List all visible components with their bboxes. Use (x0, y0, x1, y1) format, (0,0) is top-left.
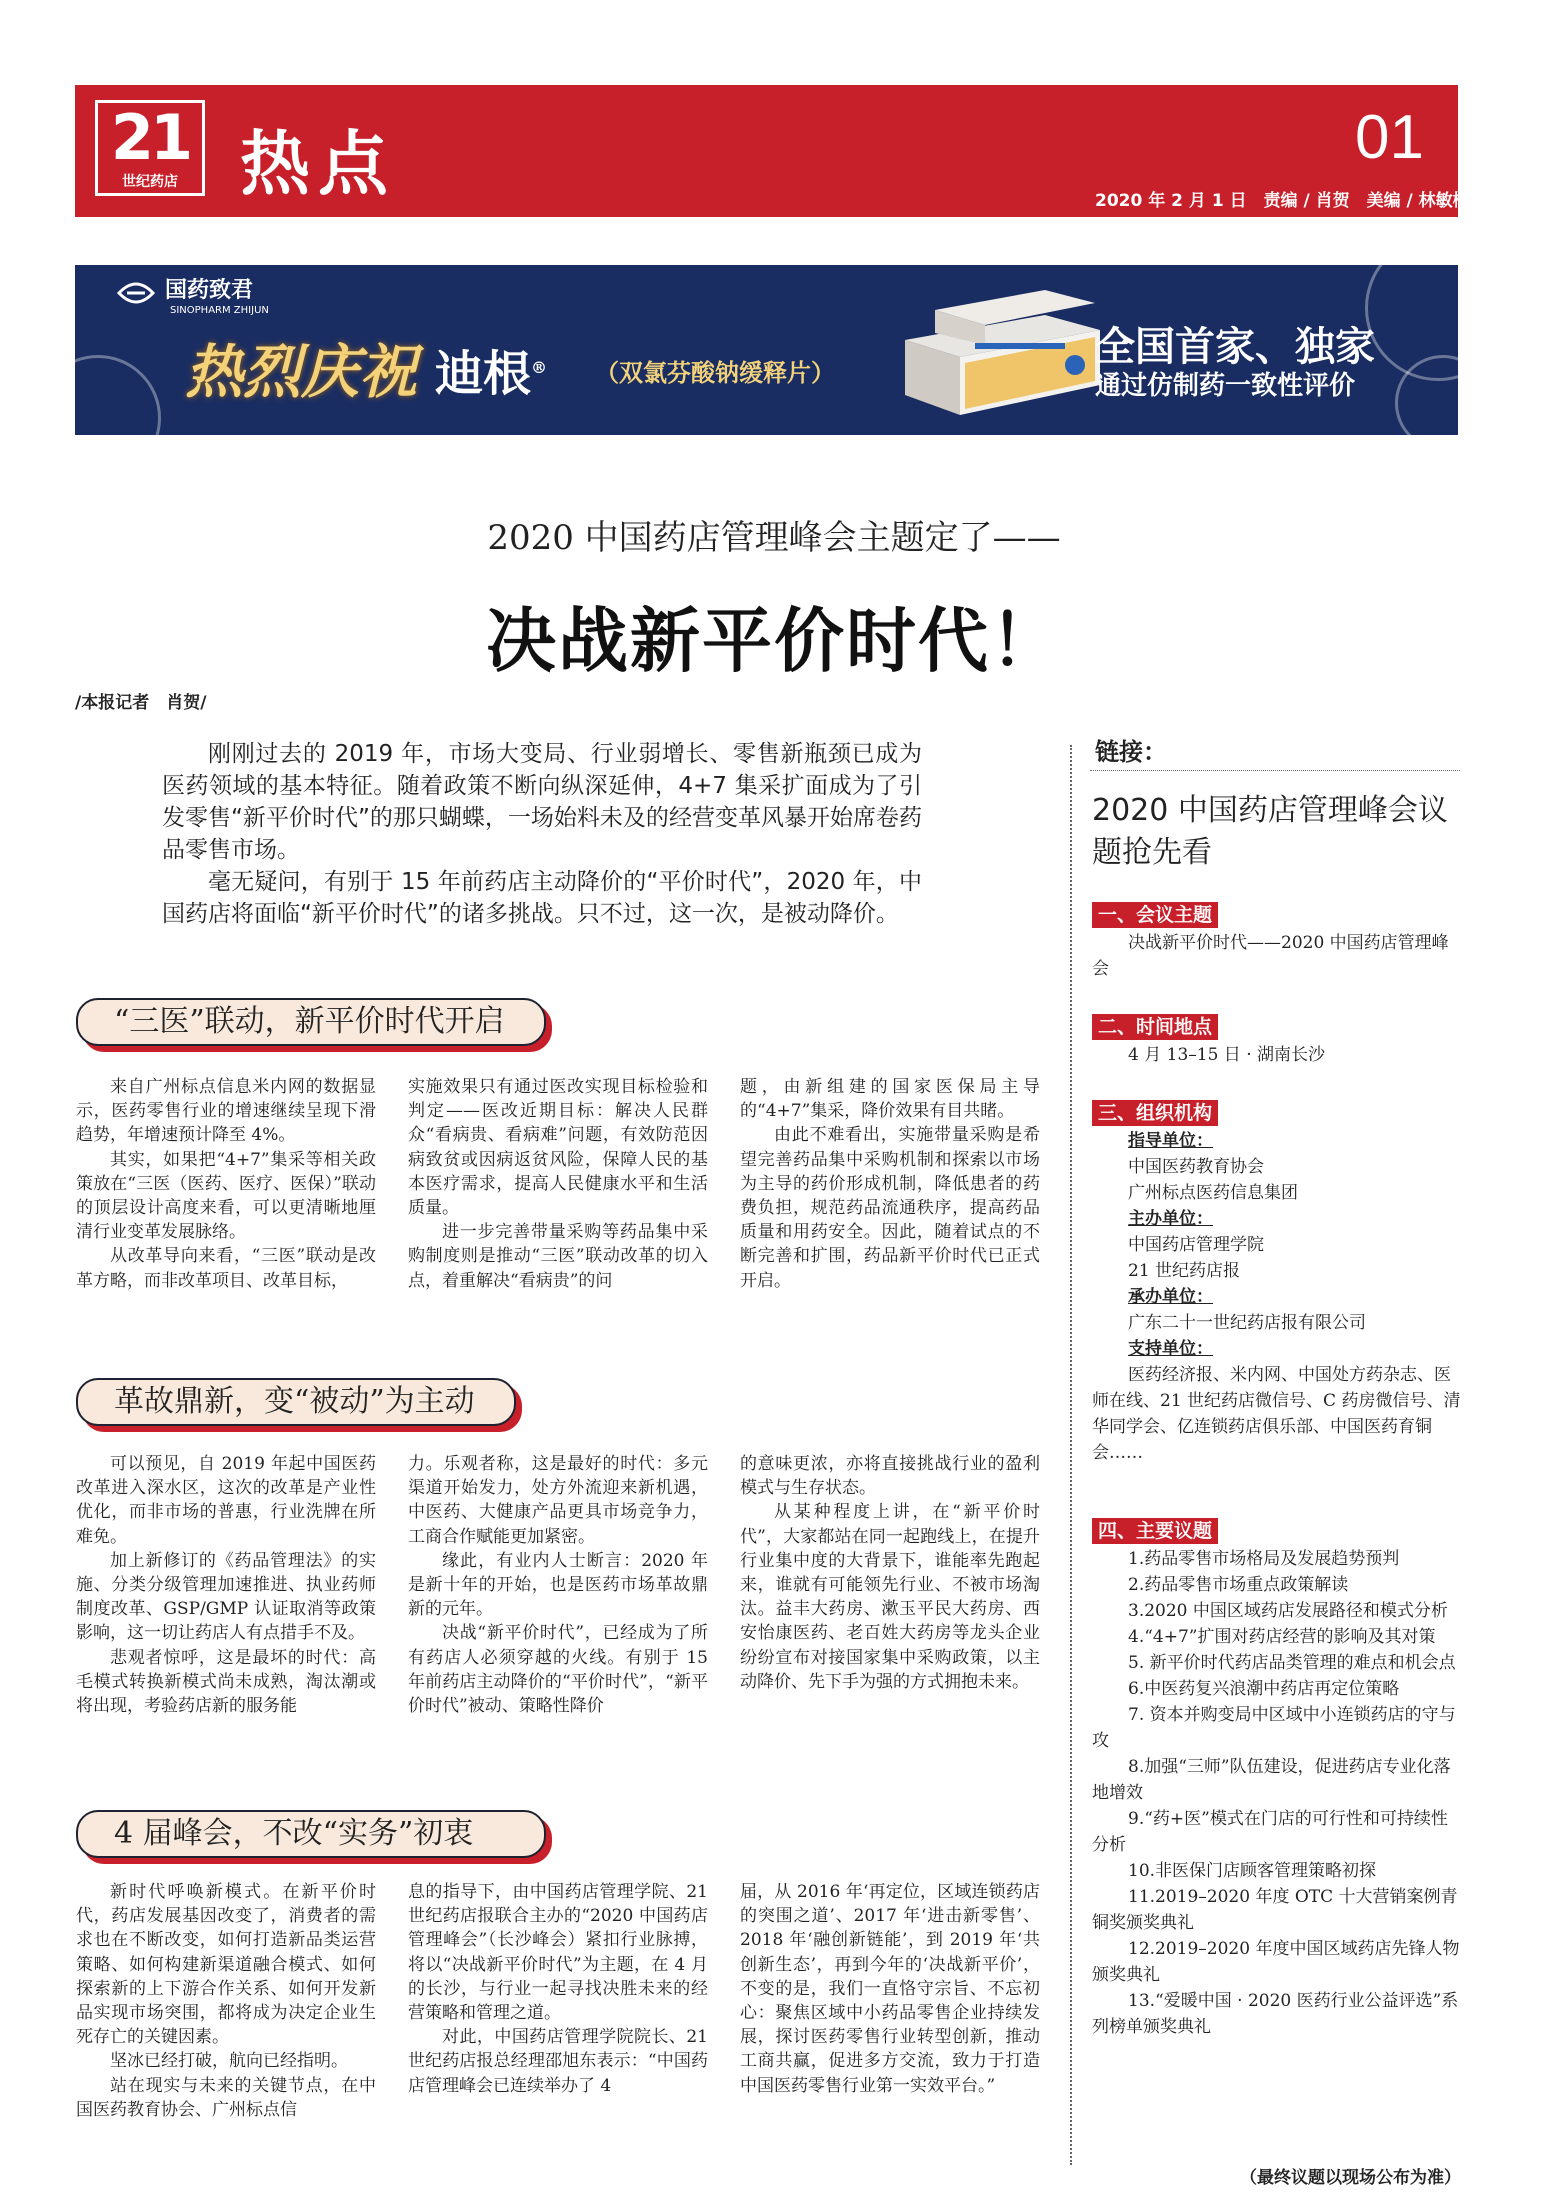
ad-slogan: 热烈庆祝 (185, 338, 418, 406)
sidebar-title: 2020 中国药店管理峰会议题抢先看 (1092, 793, 1448, 870)
paragraph: 决战“新平价时代”，已经成为了所有药店人必须穿越的火线。有别于 15 年前药店主动降价的“平价时代”，“新平价时代”被动、策略性降价 (408, 1623, 708, 1717)
support-text: 医药经济报、米内网、中国处方药杂志、医师在线、21 世纪药店微信号、C 药房微信号、清华同学会、亿连锁药店俱乐部、中国医药育铜会…… (1092, 1365, 1461, 1463)
ad-tagline-primary: 全国首家、独家 (1095, 323, 1375, 370)
section-3-column-1 (76, 1880, 376, 2122)
paragraph: 来自广州标点信息米内网的数据显示，医药零售行业的增速继续呈现下滑趋势，年增速预计降至 4%。 (76, 1077, 376, 1146)
ad-brand: 国药致君 (165, 278, 254, 303)
section-heading-1: “三医”联动，新平价时代开启 (76, 998, 546, 1046)
section-2-column-3 (740, 1452, 1040, 1694)
topic-item: 7. 资本并购变局中区域中小连锁药店的守与攻 (1092, 1705, 1456, 1751)
sidebar-heading-org: 三、组织机构 (1092, 1100, 1218, 1126)
topic-item: 2.药品零售市场重点政策解读 (1128, 1575, 1349, 1595)
theme-text: 决战新平价时代——2020 中国药店管理峰会 (1092, 933, 1449, 979)
host-label: 主办单位： (1128, 1209, 1213, 1229)
article-kicker: 2020 中国药店管理峰会主题定了—— (487, 518, 1061, 558)
logo-number: 21 (110, 101, 190, 174)
lead-paragraph: 毫无疑问，有别于 15 年前药店主动降价的“平价时代”，2020 年，中国药店将面临“新平价时代”的诸多挑战。只不过，这一次，是被动降价。 (162, 869, 922, 927)
paragraph: 站在现实与未来的关键节点，在中国医药教育协会、广州标点信 (76, 2075, 376, 2120)
time-text: 4 月 13–15 日 · 湖南长沙 (1128, 1045, 1326, 1065)
section-1-column-1 (76, 1075, 376, 1293)
ad-product-name (435, 335, 547, 404)
ad-banner[interactable] (75, 265, 1458, 435)
guide-item: 中国医药教育协会 (1128, 1157, 1264, 1177)
topic-item: 6.中医药复兴浪潮中药店再定位策略 (1128, 1679, 1400, 1699)
section-2-column-2 (408, 1452, 708, 1718)
topic-item: 3.2020 中国区域药店发展路径和模式分析 (1128, 1601, 1448, 1621)
section-1-column-2 (408, 1075, 708, 1293)
ad-tagline-secondary: 通过仿制药一致性评价 (1095, 371, 1356, 401)
sidebar-divider (1070, 745, 1072, 2165)
host-item: 21 世纪药店报 (1128, 1261, 1241, 1281)
article-lead (162, 738, 922, 930)
ad-product-text: 迪根 (435, 346, 532, 402)
registered-mark: ® (531, 358, 548, 377)
sidebar-heading-time: 二、时间地点 (1092, 1014, 1218, 1040)
sidebar-topics (1092, 1546, 1462, 2040)
paragraph: 其实，如果把“4+7”集采等相关政策放在“三医（医药、医疗、医保）”联动的顶层设计高度来看，可以更清晰地厘清行业变革发展脉络。 (76, 1149, 376, 1243)
topic-item: 1.药品零售市场格局及发展趋势预判 (1128, 1549, 1400, 1569)
issue-info: 2020 年 2 月 1 日 责编 / 肖贺 美编 / 林敏榆 (1095, 191, 1470, 211)
section-3-column-2 (408, 1880, 708, 2098)
sidebar-rule (1090, 770, 1460, 771)
page-number: 01 (1355, 103, 1424, 172)
paragraph: 新时代呼唤新模式。在新平价时代，药店发展基因改变了，消费者的需求也在不断改变，如何打造新品类运营策略、如何构建新渠道融合模式、如何探索新的上下游合作关系、如何开发新品实现市场突围，都将成为决定企业生死存亡的关键因素。 (76, 1882, 376, 2048)
ad-generic-name: （双氯芬酸钠缓释片） (595, 358, 835, 387)
topic-item: 8.加强“三师”队伍建设，促进药店专业化落地增效 (1092, 1757, 1451, 1803)
paragraph: 坚冰已经打破，航向已经指明。 (110, 2051, 348, 2072)
paragraph: 实施效果只有通过医改实现目标检验和判定——医改近期目标：解决人民群众“看病贵、看病难”问题，有效防范因病致贫或因病返贫风险，保障人民的基本医疗需求，提高人民健康水平和生活质量。 (408, 1077, 708, 1219)
sidebar-note: （最终议题以现场公布为准） (1240, 2168, 1461, 2188)
medicine-box-image (895, 285, 1110, 420)
sidebar-organizations (1092, 1128, 1462, 1466)
paragraph: 可以预见，自 2019 年起中国医药改革进入深水区，这次的改革是产业性优化，而非市场的普惠，行业洗牌在所难免。 (76, 1454, 376, 1547)
sidebar-theme (1092, 930, 1462, 982)
topic-item: 9.“药+医”模式在门店的可行性和可持续性分析 (1092, 1809, 1448, 1855)
topic-item: 11.2019–2020 年度 OTC 十大营销案例青铜奖颁奖典礼 (1092, 1887, 1458, 1933)
topic-item: 4.“4+7”扩围对药店经营的影响及其对策 (1128, 1627, 1436, 1647)
paragraph: 题，由新组建的国家医保局主导的“4+7”集采，降价效果有目共睹。 (740, 1077, 1040, 1122)
section-heading-2: 革故鼎新，变“被动”为主动 (76, 1378, 516, 1426)
topic-item: 12.2019–2020 年度中国区域药店先锋人物颁奖典礼 (1092, 1939, 1460, 1985)
lead-paragraph: 刚刚过去的 2019 年，市场大变局、行业弱增长、零售新瓶颈已成为医药领域的基本特征。随着政策不断向纵深延伸，4+7 集采扩面成为了引发零售“新平价时代”的那只蝴蝶，一场始料未及的经营变革风暴开始席卷药品零售市场。 (162, 741, 922, 863)
section-title: 热点 (240, 122, 396, 205)
paragraph: 力。乐观者称，这是最好的时代：多元渠道开始发力，处方外流迎来新机遇，中医药、大健康产品更具市场竞争力，工商合作赋能更加紧密。 (408, 1454, 708, 1547)
topic-item: 10.非医保门店顾客管理策略初探 (1128, 1861, 1377, 1881)
newspaper-logo (95, 100, 205, 196)
guide-item: 广州标点医药信息集团 (1128, 1183, 1298, 1203)
sidebar-heading-topics: 四、主要议题 (1092, 1518, 1218, 1544)
paragraph: 加上新修订的《药品管理法》的实施、分类分级管理加速推进、执业药师制度改革、GSP/GMP 认证取消等政策影响，这一切让药店人有点措手不及。 (76, 1550, 376, 1644)
paragraph: 悲观者惊呼，这是最坏的时代：高毛模式转换新模式尚未成熟，淘汰潮或将出现，考验药店新的服务能 (76, 1647, 376, 1717)
paragraph: 的意味更浓，亦将直接挑战行业的盈利模式与生存状态。 (740, 1454, 1040, 1499)
paragraph: 从某种程度上讲，在“新平价时代”，大家都站在同一起跑线上，在提升行业集中度的大背景下，谁能率先跑起来，谁就有可能领先行业、不被市场淘汰。益丰大药房、漱玉平民大药房、西安怡康医药、老百姓大药房等龙头企业纷纷宣布对接国家集中采购政策，以主动降价、先下手为强的方式拥抱未来。 (740, 1502, 1040, 1692)
paragraph: 对此，中国药店管理学院院长、21 世纪药店报总经理邵旭东表示：“中国药店管理峰会已连续举办了 4 (408, 2027, 708, 2096)
paragraph: 息的指导下，由中国药店管理学院、21 世纪药店报联合主办的“2020 中国药店管理峰会”（长沙峰会）紧扣行业脉搏，将以“决战新平价时代”为主题，在 4 月的长沙，与行业一起寻找决胜未来的经营策略和管理之道。 (408, 1882, 708, 2024)
ad-brand-en: SINOPHARM ZHIJUN (170, 305, 269, 316)
paragraph: 由此不难看出，实施带量采购是希望完善药品集中采购机制和探索以市场为主导的药价形成机制，降低患者的药费负担，规范药品流通秩序，提高药品质量和用药安全。因此，随着试点的不断完善和扩围，药品新平价时代已正式开启。 (740, 1125, 1040, 1291)
sidebar-link-label: 链接： (1095, 738, 1167, 766)
article-headline: 决战新平价时代！ (486, 599, 1062, 682)
byline: /本报记者 肖贺/ (75, 693, 207, 713)
section-heading-3: 4 届峰会，不改“实务”初衷 (76, 1810, 546, 1858)
ornament-cloud (75, 355, 161, 435)
topic-item: 13.“爱暖中国 · 2020 医药行业公益评选”系列榜单颁奖典礼 (1092, 1991, 1459, 2037)
section-2-column-1 (76, 1452, 376, 1718)
support-label: 支持单位： (1128, 1339, 1213, 1359)
section-3-column-3 (740, 1880, 1040, 2098)
host-item: 中国药店管理学院 (1128, 1235, 1264, 1255)
sidebar-time (1092, 1042, 1462, 1068)
paragraph: 届，从 2016 年‘再定位，区域连锁药店的突围之道’、2017 年‘进击新零售’、2018 年‘融创新链能’，到 2019 年‘共创新生态’，再到今年的‘决战新平价’，不变的是，我们一直恪守宗旨、不忘初心：聚焦区域中小药品零售企业持续发展，探讨医药零售行业转型创新，推动工商共赢，促进多方交流，致力于打造中国医药零售行业第一实效平台。” (740, 1882, 1040, 2096)
paragraph: 缘此，有业内人士断言：2020 年是新十年的开始，也是医药市场革故鼎新的元年。 (408, 1550, 708, 1620)
paragraph: 从改革导向来看，“三医”联动是改革方略，而非改革项目、改革目标， (76, 1246, 376, 1291)
guide-label: 指导单位： (1128, 1131, 1213, 1151)
paragraph: 进一步完善带量采购等药品集中采购制度则是推动“三医”联动改革的切入点，着重解决“看病贵”的问 (408, 1222, 708, 1291)
logo-text: 世纪药店 (122, 174, 178, 190)
section-1-column-3 (740, 1075, 1040, 1293)
organizer-item: 广东二十一世纪药店报有限公司 (1128, 1313, 1366, 1333)
topic-item: 5. 新平价时代药店品类管理的难点和机会点 (1128, 1653, 1456, 1673)
organizer-label: 承办单位： (1128, 1287, 1213, 1307)
sinopharm-logo-icon (115, 275, 157, 311)
sidebar-heading-theme: 一、会议主题 (1092, 902, 1218, 928)
